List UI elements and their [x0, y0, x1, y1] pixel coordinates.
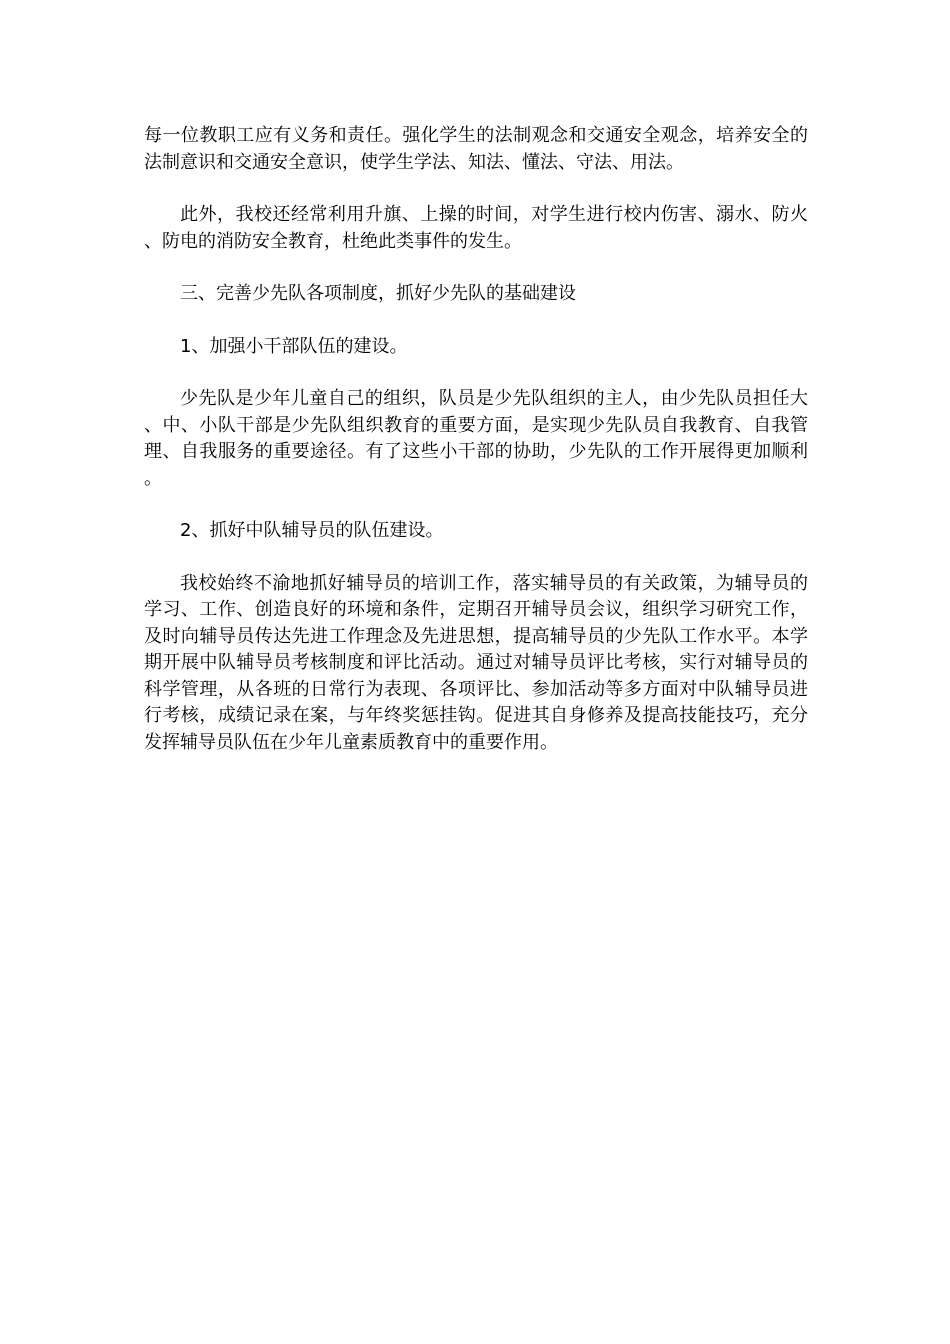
section-heading-3: 三、完善少先队各项制度，抓好少先队的基础建设: [180, 283, 576, 304]
paragraph-fire-safety-education: 此外，我校还经常利用升旗、上操的时间，对学生进行校内伤害、溺水、防火、防电的消防安全教育，杜绝此类事件的发生。: [144, 204, 808, 252]
paragraph-duty-and-safety-awareness: 每一位教职工应有义务和责任。强化学生的法制观念和交通安全观念，培养安全的法制意识和交通安全意识，使学生学法、知法、懂法、守法、用法。: [144, 125, 808, 173]
paragraph-counselor-training: 我校始终不渝地抓好辅导员的培训工作，落实辅导员的有关政策，为辅导员的学习、工作、创造良好的环境和条件，定期召开辅导员会议，组织学习研究工作，及时向辅导员传达先进工作理念及先进思想，提高辅导员的少先队工作水平。本学期开展中队辅导员考核制度和评比活动。通过对辅导员评比考核，实行对辅导员的科学管理，从各班的日常行为表现、各项评比、参加活动等多方面对中队辅导员进行考核，成绩记录在案，与年终奖惩挂钩。促进其自身修养及提高技能技巧，充分发挥辅导员队伍在少年儿童素质教育中的重要作用。: [144, 572, 808, 753]
document-body: [144, 123, 808, 782]
subheading-2: 2、抓好中队辅导员的队伍建设。: [180, 520, 444, 541]
paragraph-young-pioneer-cadres: 少先队是少年儿童自己的组织，队员是少先队组织的主人，由少先队员担任大、中、小队干部是少先队组织教育的重要方面，是实现少先队员自我教育、自我管理、自我服务的重要途径。有了这些小干部的协助，少先队的工作开展得更加顺利。: [144, 388, 808, 489]
subheading-1: 1、加强小干部队伍的建设。: [180, 335, 408, 357]
